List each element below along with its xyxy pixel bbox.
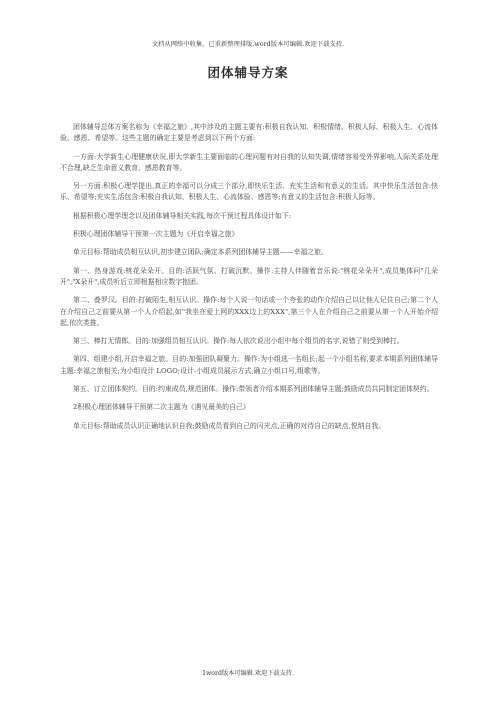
footer-note: 1word版本可编辑.欢迎下载支持. [202,670,294,677]
paragraph: 一方面:大学新生心理健康状况,即大学新生主要面临的心理问题有对自我的认知失调,情绪容易受外界影响,人际关系处理不合理,缺乏生命意义教育、感恩教育等。 [60,152,438,172]
paragraph: 单元目标:帮助成员相互认识,初步建立团队;确定本系列团体辅导主题——幸福之旅。 [73,248,328,257]
header-note: 文档从网络中收集，已重新整理排版.word版本可编辑.欢迎下载支持. [151,41,345,48]
paragraph: 团体辅导总体方案名称为《幸福之旅》,其中涉及的主题主要有:积极自我认知、积极情绪、积极人际、积极人生、心流体验、感恩、希望等。这些主题的确定主要是考虑到以下两个方面: [60,123,438,143]
paragraph: 积极心理团体辅导干预第一次主题为《开启幸福之旅》 [73,230,239,239]
document-title: 团体辅导方案 [207,65,289,80]
paragraph: 第三、棒打无情郎。目的:加强组员相互认识。操作:每人依次说出小组中每个组员的名字,说错了则受到棒打。 [73,337,404,346]
paragraph: 2积极心理团体辅导干预第二次主题为《遇见最美的自己》 [73,403,250,412]
paragraph: 第二、叠罗汉。目的:打破陌生,相互认识。操作:每个人说一句话或一个夸张的动作介绍自己以让他人记住自己;第二个人在介绍自己之前要从第一个人介绍起,如"我坐在爱上网的XXX边上的XXX",第三个人在介绍自己之前要从第一个人开始介绍起,依次类推。 [60,296,438,327]
paragraph: 第四、组建小组,开启幸福之旅。目的:加强团队凝聚力。操作:为小组选一名组长;起一个小组名称,要求本期系列团体辅导主题:幸福之旅相关;为小组设计 LOGO;设计-小组成员展示方式,确立小组口号,组歌等。 [60,355,438,375]
paragraph: 根据积极心理学理念以及团体辅导相关实践,每次干预过程具体设计如下: [73,211,292,220]
paragraph: 第五、订立团体契约。目的:约束成员,规范团体。操作:带领者介绍本期系列团体辅导主题;鼓励成员共同制定团体契约。 [73,385,434,394]
document-body [60,122,438,439]
paragraph: 另一方面:积极心理学提出,真正的幸福可以分成三个部分,即快乐生活、充实生活和有意义的生活。其中快乐生活包含:快乐、希望等;充实生活包含:积极自我认知、积极人生、心流体验、感恩等;有意义的生活包含:积极人际等。 [60,182,438,202]
paragraph: 单元目标:帮助成员认识正确地认识自我;鼓励成员看到自己的闪光点,正确的对待自己的缺点,悦纳自我。 [73,421,386,430]
paragraph: 第一、热身游戏:桃花朵朵开。目的:活跃气氛、打破沉默。操作:主持人伴随着音乐说:"桃花朵朵开",成员集体问"几朵开","X朵开",成员听后立即根据相应数字抱团。 [60,266,438,286]
